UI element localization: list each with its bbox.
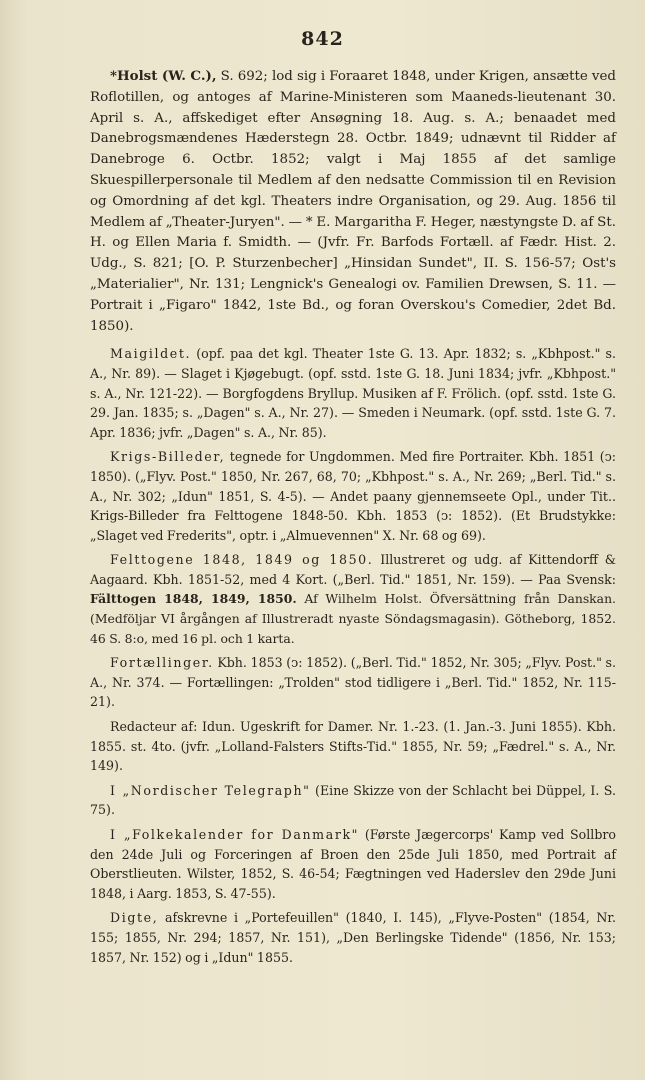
entry-paragraph [90,66,616,337]
entry-text: S. 692; lod sig i Foraaret 1848, under Krigen, ansætte ved Roflotillen, og antoges af Marine-Ministeren som Maaneds-lieutenant 30. April s. A., affskediget efter Ansøgning 18. Aug. s. A.; benaadet med Danebrogsmændenes Hæderstegn 28. Octbr. 1849; udnævnt til Ridder af Danebroge 6. Octbr. 1852; valgt i Maj 1855 af det samlige Skuespillerpersonale til Medlem af den nedsatte Commission til en Revision og Omordning af det kgl. Theaters indre Organisation, og 29. Aug. 1856 til Medlem af „Theater-Juryen". — * E. Margaritha F. Heger, næstyngste D. af St. H. og Ellen Maria f. Smidth. — (Jvfr. Fr. Barfods Fortæll. af Fædr. Hist. 2. Udg., S. 821; [O. P. Sturzenbecher] „Hinsidan Sundet", II. S. 156-57; Ost's „Materialier", Nr. 131; Lengnick's Genealogi ov. Familien Drewsen, S. 11. — Portrait i „Figaro" 1842, 1ste Bd., og foran Overskou's Comedier, 2det Bd. 1850). [90,69,616,334]
swedish-title: Fälttogen 1848, 1849, 1850. [90,591,297,607]
work-paragraph [90,781,616,820]
work-paragraph [90,908,616,967]
work-text: Idun. Ugeskrift for Damer. Nr. 1.-23. (1. Jan.-3. Juni 1855). Kbh. 1855. st. 4to. (jvfr. „Lolland-Falsters Stifts-Tid." 1855, Nr. 59; „Fædrel." s. A., Nr. 149). [90,719,616,774]
work-text: Illustreret og udg. af Kittendorff & Aagaard. Kbh. 1851-52, med 4 Kort. („Berl. Tid." 1851, Nr. 159). — Paa Svensk: [90,552,616,587]
work-title: Digte, [110,910,159,926]
work-title: Krigs-Billeder, [110,449,226,465]
work-text: tegnede for Ungdommen. Med fire Portraiter. Kbh. 1851 (ↄ: 1850). („Flyv. Post." 1850, Nr. 267, 68, 70; „Kbhpost." s. A., Nr. 269; „Berl. Tid." s. A., Nr. 302; „Idun" 1851, S. 4-5). — Andet paany gjennemseete Opl., under Tit.. Krigs-Billeder fra Felttogene 1848-50. Kbh. 1853 (ↄ: 1852). (Et Brudstykke: „Slaget ved Frederits", optr. i „Almuevennen" X. Nr. 68 og 69). [90,449,616,543]
work-paragraph [90,653,616,712]
swedish-text: Af Wilhelm Holst. Öfversättning från Danskan. (Medföljar VI årgången af Illustreradt nyaste Söndagsmagasin). Götheborg, 1852. 46 S. 8:o, med 16 pl. och 1 karta. [90,591,616,646]
work-paragraph [90,344,616,442]
page-content [90,66,616,972]
work-title: Fortællinger. [110,655,214,671]
work-text: (Eine Skizze von der Schlacht bei Düppel, I. S. 75). [90,782,616,818]
work-title: Maigildet. [110,346,192,362]
work-title: I „Nordischer Telegraph" [110,782,311,798]
work-text: (opf. paa det kgl. Theater 1ste G. 13. Apr. 1832; s. „Kbhpost." s. A., Nr. 89). — Slaget i Kjøgebugt. (opf. sstd. 1ste G. 18. Juni 1834; jvfr. „Kbhpost." s. A., Nr. 121-22). — Borgfogdens Bryllup. Musiken af F. Frölich. (opf. sstd. 1ste G. 29. Jan. 1835; s. „Dagen" s. A., Nr. 27). — Smeden i Neumark. (opf. sstd. 1ste G. 7. Apr. 1836; jvfr. „Dagen" s. A., Nr. 85). [90,346,616,440]
work-paragraph [90,447,616,545]
work-title: Felttogene 1848, 1849 og 1850. [110,552,374,568]
work-text: afskrevne i „Portefeuillen" (1840, I. 145), „Flyve-Posten" (1854, Nr. 155; 1855, Nr. 294; 1857, Nr. 151), „Den Berlingske Tidende" (1856, Nr. 153; 1857, Nr. 152) og i „Idun" 1855. [90,910,616,965]
work-title: Redacteur af: [110,719,198,735]
work-paragraph [90,825,616,903]
swedish-translation [90,591,616,645]
work-paragraph [90,550,616,648]
work-paragraph [90,717,616,776]
work-text: Kbh. 1853 (ↄ: 1852). („Berl. Tid." 1852, Nr. 305; „Flyv. Post." s. A., Nr. 374. — Fortællingen: „Trolden" stod tidligere i „Berl. Tid." 1852, Nr. 115-21). [90,655,616,710]
page-number: 842 [301,28,344,50]
work-title: I „Folkekalender for Danmark" [110,827,360,843]
entry-headword: *Holst (W. C.), [110,68,217,84]
work-text: (Første Jægercorps' Kamp ved Sollbro den 24de Juli og Forceringen af Broen den 25de Juli 1850, med Portrait af Oberstlieuten. Wilster, 1852, S. 46-54; Fægtningen ved Haderslev den 29de Juni 1848, i Aarg. 1853, S. 47-55). [90,827,616,901]
